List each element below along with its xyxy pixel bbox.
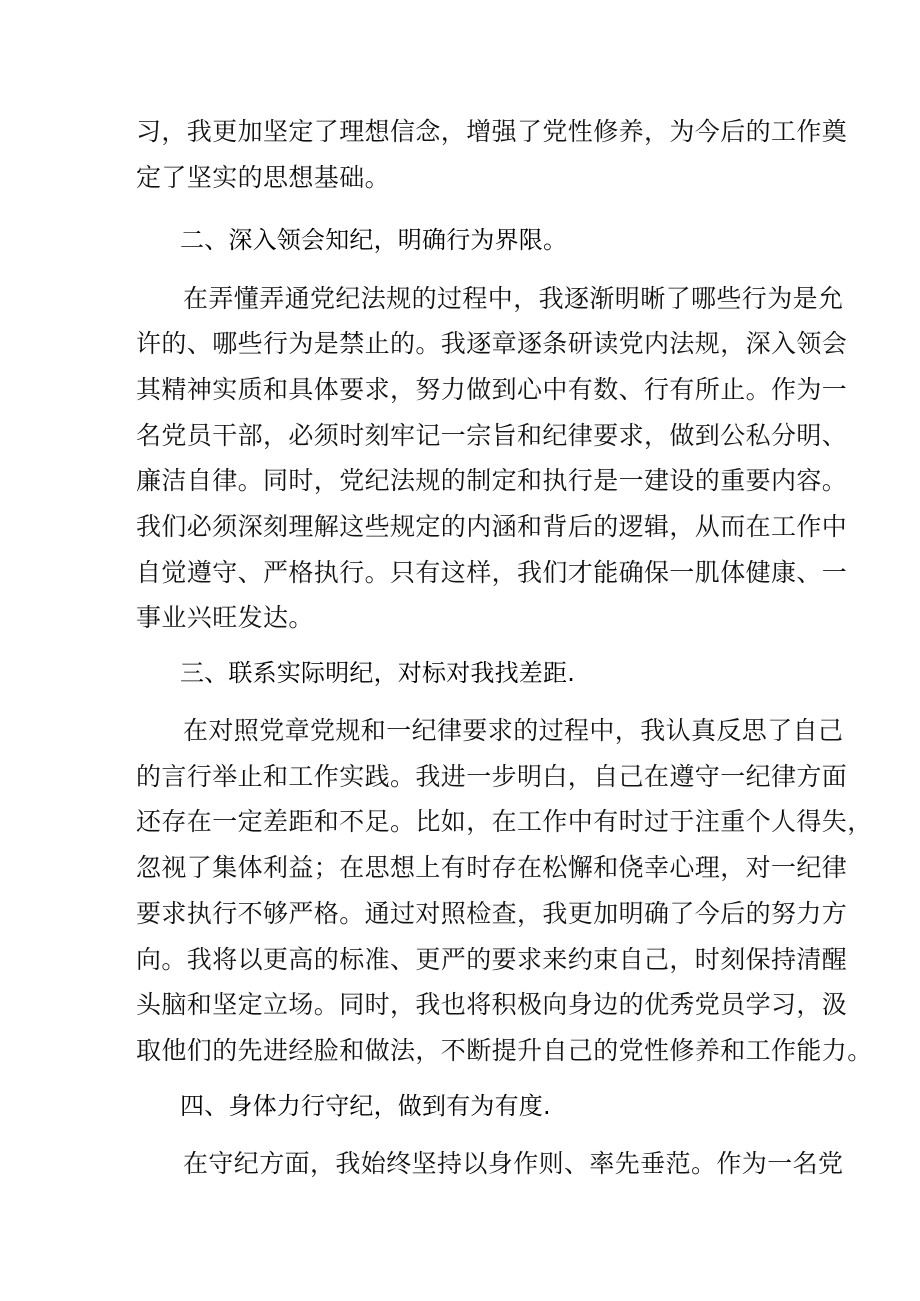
section-heading: 四、身体力行守纪，做到有为有度. [180,1092,551,1120]
paragraph-line: 忽视了集体利益；在思想上有时存在松懈和侥幸心理，对一纪律 [136,853,848,882]
paragraph-line: 还存在一定差距和不足。比如，在工作中有时过于注重个人得失， [136,807,873,836]
paragraph-line: 在弄懂弄通党纪法规的过程中，我逐渐明晰了哪些行为是允 [183,284,844,313]
paragraph-line: 许的、哪些行为是禁止的。我逐章逐条研读党内法规，深入领会 [136,329,848,358]
paragraph-line: 要求执行不够严格。通过对照检查，我更加明确了今后的努力方 [136,899,848,928]
paragraph-line: 在对照党章党规和一纪律要求的过程中，我认真反思了自己 [183,716,844,745]
paragraph-line: 定了坚实的思想基础。 [136,163,391,192]
paragraph-line: 在守纪方面，我始终坚持以身作则、率先垂范。作为一名党 [183,1149,844,1178]
paragraph-line: 的言行举止和工作实践。我进一步明白，自己在遵守一纪律方面 [136,762,848,791]
section-heading: 三、联系实际明纪，对标对我找差距. [180,659,576,687]
paragraph-line: 向。我将以更高的标准、更严的要求来约束自己，时刻保持清醒 [136,945,848,974]
section-heading: 二、深入领会知纪，明确行为界限。 [180,226,568,254]
paragraph-line: 自觉遵守、严格执行。只有这样，我们才能确保一肌体健康、一 [136,558,848,587]
paragraph-line: 事业兴旺发达。 [136,603,314,632]
paragraph-line: 其精神实质和具体要求，努力做到心中有数、行有所止。作为一 [136,375,848,404]
paragraph-line: 习，我更加坚定了理想信念，增强了党性修养，为今后的工作奠 [136,117,848,146]
paragraph-line: 我们必须深刻理解这些规定的内涵和背后的逻辑，从而在工作中 [136,512,848,541]
paragraph-line: 廉洁自律。同时，党纪法规的制定和执行是一建设的重要内容。 [136,466,848,495]
paragraph-line: 头脑和坚定立场。同时，我也将积极向身边的优秀党员学习，汲 [136,990,848,1019]
paragraph-line: 取他们的先进经脸和做法，不断提升自己的党性修养和工作能力。 [136,1036,873,1065]
paragraph-line: 名党员干部，必须时刻牢记一宗旨和纪律要求，做到公私分明、 [136,421,848,450]
